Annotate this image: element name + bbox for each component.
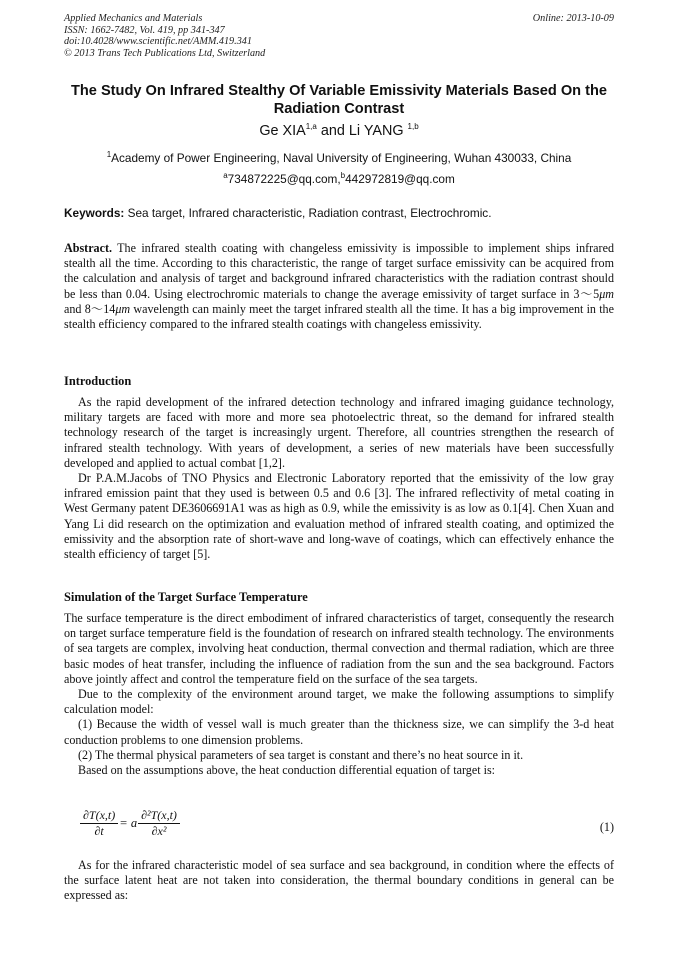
sim-body-after-eq [64,858,614,904]
eq-lhs-den: ∂t [94,824,104,838]
unit-2: μm [115,301,131,316]
sim-heading: Simulation of the Target Surface Temperature [64,590,308,604]
eq-equals: = a [119,816,138,830]
email-a[interactable]: 734872225@qq.com, [227,172,341,186]
doi: doi:10.4028/www.scientific.net/AMM.419.341 [64,36,252,48]
unit-1: μm [599,286,614,301]
author-1-sup: 1,a [305,122,317,132]
abstract-label: Abstract. [64,241,113,255]
intro-paragraph-1: As the rapid development of the infrared detection technology and infrared imaging guidance technology, military targets are faced with more and more sea photoelectric threat, so the demand for infrared stealth technology research of the target is increasingly urgent. Therefore, all countries strengthen the research of infrared stealth technology. With years of development, a series of new materials have been successfully developed and applied to actual combat [1,2]. [64,395,614,470]
email-b-sup: b [340,171,346,181]
band-1: 3～5 [573,286,600,301]
eq-lhs [80,808,118,839]
author-2-sup: 1,b [407,122,419,132]
keywords-text: Sea target, Infrared characteristic, Radiation contrast, Electrochromic. [124,206,492,220]
sim-paragraph-1: The surface temperature is the direct embodiment of infrared characteristics of target, consequently the research on target surface temperature field is the foundation of research on infrared stealth technology. The environments of sea targets are complex, involving heat conduction, thermal convection and thermal radiation, which are three basic modes of heat transfer, including the influence of radiation from the sun and the sea background. Factors above jointly affect and control the temperature field on the surface of the sea targets. [64,611,614,686]
emails [0,172,678,186]
abstract-text-1: The infrared stealth coating with changeless emissivity is impossible to implement ships infrared stealth all the time. According to this characteristic, the range of target surface emissivity can be acquired from the calculation and analysis of target and background infrared characteristics with the radiation contrast should be less than 0.04. Using electrochromic materials to change the average emissivity of target surface in [64,241,614,301]
abstract-text-2: wavelength can mainly meet the target infrared stealth all the time. It has a big improvement in the stealth efficiency compared to the infrared stealth coatings with changeless emissivity. [64,301,614,332]
eq-lhs-num: ∂T(x,t) [80,808,118,824]
eq-rhs [138,808,180,839]
author-2: Li YANG [348,123,408,139]
issn: ISSN: 1662-7482, Vol. 419, pp 341-347 [64,24,225,36]
sim-paragraph-4: (2) The thermal physical parameters of sea target is constant and there’s no heat source in it. [78,747,524,762]
eq-rhs-num: ∂²T(x,t) [138,808,180,824]
copyright: © 2013 Trans Tech Publications Ltd, Switzerland [64,47,266,59]
sim-body [64,611,614,778]
journal-name: Applied Mechanics and Materials [64,13,203,24]
sim-paragraph-2: Due to the complexity of the environment around target, we make the following assumptions to simplify calculation model: [64,687,614,717]
abstract [64,241,614,332]
affiliation-sup: 1 [106,150,112,160]
online-date: Online: 2013-10-09 [532,13,614,24]
keywords [64,206,624,220]
abstract-mid: and [64,301,85,316]
affiliation [0,151,678,165]
equation-1 [80,808,614,854]
keywords-label: Keywords: [64,206,125,220]
authors [0,123,678,139]
author-joiner: and [316,123,349,139]
journal-header [64,13,265,59]
author-1: Ge XIA [259,123,306,139]
intro-paragraph-2: Dr P.A.M.Jacobs of TNO Physics and Electronic Laboratory reported that the emissivity of the low gray infrared emission paint that they used is between 0.5 and 0.6 [3]. The infrared reflectivity of metal coating in West Germany patent DE3606691A1 was as high as 0.9, while the emissivity is as low as 0.1[4]. Chen Xuan and Yang Li did research on the optimization and evaluation method of infrared stealth coating, and optimized the emissivity and the absorption rate of short-wave and long-wave of coatings, which can effectively enhance the stealth efficiency of target [5]. [64,471,614,562]
sim-paragraph-5: Based on the assumptions above, the heat conduction differential equation of target is: [78,763,496,778]
sim-paragraph-6: As for the infrared characteristic model of sea surface and sea background, in condition where the effects of the surface latent heat are not taken into consideration, the thermal boundary conditions in general can be expressed as: [64,858,614,903]
equation-number: (1) [599,820,614,834]
email-a-sup: a [223,171,228,181]
intro-body [64,395,614,562]
email-b[interactable]: 442972819@qq.com [345,172,455,186]
band-2: 8～14 [84,301,116,316]
intro-heading: Introduction [64,374,132,388]
affiliation-text: Academy of Power Engineering, Naval University of Engineering, Wuhan 430033, China [111,151,572,165]
sim-paragraph-3: (1) Because the width of vessel wall is much greater than the thickness size, we can simplify the 3-d heat conduction problems to one dimension problems. [64,717,614,747]
paper-title: The Study On Infrared Stealthy Of Variable Emissivity Materials Based On the Radiation Contrast [70,83,608,117]
eq-rhs-den: ∂x² [151,824,167,838]
